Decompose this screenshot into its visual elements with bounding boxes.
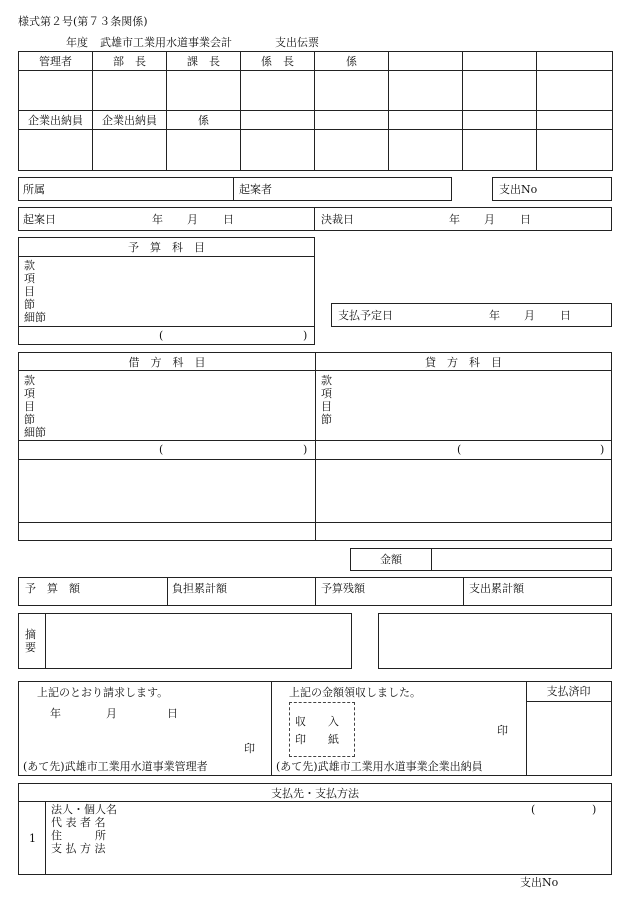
receipt-addressee: (あて先)武雄市工業用水道事業企業出納員 — [276, 760, 483, 773]
budget-item-title: 予 算 科 目 — [128, 241, 205, 254]
credit-item-list — [321, 374, 332, 426]
payment-due-field[interactable] — [331, 303, 612, 327]
footer-expenditure-number: 支出No — [520, 876, 559, 889]
form-number: 様式第２号(第７３条関係) — [18, 15, 148, 28]
remarks-label: 摘 要 — [25, 628, 36, 654]
payee-name-label: 法人・個人名 — [51, 803, 117, 816]
day-label: 日 — [560, 309, 571, 322]
approval-header-blank — [537, 111, 613, 130]
month-label: 月 — [484, 213, 495, 226]
approval-seal-cell[interactable] — [167, 130, 241, 171]
request-receipt-section — [18, 681, 612, 776]
department-field[interactable] — [18, 177, 234, 201]
debit-setsu-label: 節 — [24, 413, 35, 426]
credit-setsu-label: 節 — [321, 413, 332, 426]
payee-representative-label: 代 表 者 名 — [51, 816, 106, 829]
approval-seal-cell[interactable] — [167, 71, 241, 111]
debit-credit-section — [18, 352, 612, 541]
approval-seal-cell[interactable] — [389, 130, 463, 171]
approval-header-blank — [315, 111, 389, 130]
approval-header-kakari: 係 — [167, 111, 241, 130]
approval-seal-cell[interactable] — [537, 130, 613, 171]
approval-seal-cell[interactable] — [537, 71, 613, 111]
drafter-field[interactable] — [233, 177, 452, 201]
draft-date-label: 起案日 — [23, 213, 56, 226]
approval-grid — [18, 51, 613, 171]
amount-field[interactable] — [350, 548, 612, 571]
budget-saisetsu-label: 細節 — [24, 311, 46, 324]
month-label: 月 — [524, 309, 535, 322]
debit-kan-label: 款 — [24, 374, 35, 387]
approval-header-blank — [463, 52, 537, 71]
budget-balance-label: 予算残額 — [321, 582, 365, 595]
day-label: 日 — [520, 213, 531, 226]
organization-name: 武雄市工業用水道事業会計 — [100, 36, 232, 49]
approval-seal-cell[interactable] — [19, 71, 93, 111]
budget-paren-open: ( — [159, 329, 164, 342]
year-label: 年 — [449, 213, 460, 226]
remarks-field[interactable] — [18, 613, 352, 669]
credit-title: 貸 方 科 目 — [425, 356, 502, 369]
budget-moku-label: 目 — [24, 285, 35, 298]
paid-stamp-label: 支払済印 — [546, 685, 591, 698]
budget-item-list — [24, 259, 46, 324]
revenue-stamp-line2: 印 紙 — [295, 733, 339, 746]
month-label: 月 — [187, 213, 198, 226]
approval-header-kakaricho: 係 長 — [241, 52, 315, 71]
credit-kan-label: 款 — [321, 374, 332, 387]
budget-kou-label: 項 — [24, 272, 35, 285]
approval-seal-cell[interactable] — [315, 130, 389, 171]
fiscal-year-label: 年度 — [66, 36, 88, 49]
budget-totals-row — [18, 577, 612, 606]
debit-kou-label: 項 — [24, 387, 35, 400]
request-addressee: (あて先)武雄市工業用水道事業管理者 — [23, 760, 208, 773]
budget-amount-label: 予 算 額 — [25, 582, 80, 595]
revenue-stamp-line1: 収 入 — [295, 715, 339, 728]
approval-header-kakari: 係 — [315, 52, 389, 71]
debit-saisetsu-label: 細節 — [24, 426, 46, 439]
debit-item-list — [24, 374, 46, 439]
credit-paren-close: ) — [600, 443, 605, 456]
approval-seal-cell[interactable] — [389, 71, 463, 111]
payee-paren-close: ) — [592, 803, 597, 816]
payee-field-list — [51, 803, 117, 855]
approval-seal-cell[interactable] — [241, 71, 315, 111]
request-year-label: 年 — [50, 707, 61, 720]
approval-header-blank — [463, 111, 537, 130]
revenue-stamp-box — [289, 702, 355, 757]
approval-header-accountant: 企業出納員 — [93, 111, 167, 130]
remarks-side-box[interactable] — [378, 613, 612, 669]
budget-item-section — [18, 237, 315, 345]
decision-date-label: 決裁日 — [321, 213, 354, 226]
approval-header-blank — [537, 52, 613, 71]
approval-seal-cell[interactable] — [241, 130, 315, 171]
expenditure-total-label: 支出累計額 — [469, 582, 524, 595]
debit-paren-close: ) — [303, 443, 308, 456]
approval-header-manager: 管理者 — [19, 52, 93, 71]
approval-header-accountant: 企業出納員 — [19, 111, 93, 130]
payee-title: 支払先・支払方法 — [271, 787, 359, 800]
approval-seal-cell[interactable] — [93, 71, 167, 111]
request-day-label: 日 — [167, 707, 178, 720]
payee-paren-open: ( — [531, 803, 536, 816]
receipt-seal-label: 印 — [497, 724, 508, 737]
approval-header-blank — [389, 111, 463, 130]
payee-address-label: 住 所 — [51, 829, 106, 842]
approval-seal-cell[interactable] — [315, 71, 389, 111]
approval-header-blank — [241, 111, 315, 130]
payee-row-number: 1 — [29, 832, 36, 845]
year-label: 年 — [489, 309, 500, 322]
credit-paren-open: ( — [457, 443, 462, 456]
credit-moku-label: 目 — [321, 400, 332, 413]
approval-seal-cell[interactable] — [463, 130, 537, 171]
request-seal-label: 印 — [244, 742, 255, 755]
approval-header-bucho: 部 長 — [93, 52, 167, 71]
budget-kan-label: 款 — [24, 259, 35, 272]
decision-date-field[interactable] — [314, 207, 612, 231]
approval-seal-cell[interactable] — [93, 130, 167, 171]
amount-label: 金額 — [380, 553, 402, 566]
expenditure-number-label: 支出No — [499, 183, 538, 196]
document-title: 支出伝票 — [275, 36, 319, 49]
debit-moku-label: 目 — [24, 400, 35, 413]
year-label: 年 — [152, 213, 163, 226]
draft-date-field[interactable] — [18, 207, 315, 231]
approval-header-blank — [389, 52, 463, 71]
request-statement: 上記のとおり請求します。 — [37, 686, 169, 699]
expenditure-number-field[interactable] — [492, 177, 612, 201]
approval-seal-cell[interactable] — [19, 130, 93, 171]
payee-method-label: 支 払 方 法 — [51, 842, 106, 855]
day-label: 日 — [223, 213, 234, 226]
payment-due-label: 支払予定日 — [338, 309, 393, 322]
drafter-label: 起案者 — [239, 183, 272, 196]
debit-title: 借 方 科 目 — [128, 356, 206, 369]
credit-kou-label: 項 — [321, 387, 332, 400]
department-label: 所属 — [23, 183, 45, 196]
budget-setsu-label: 節 — [24, 298, 35, 311]
request-month-label: 月 — [106, 707, 117, 720]
approval-header-kacho: 課 長 — [167, 52, 241, 71]
debit-paren-open: ( — [159, 443, 164, 456]
payee-section — [18, 783, 612, 875]
receipt-statement: 上記の金額領収しました。 — [289, 686, 421, 699]
burden-total-label: 負担累計額 — [172, 582, 227, 595]
approval-seal-cell[interactable] — [463, 71, 537, 111]
budget-paren-close: ) — [303, 329, 308, 342]
